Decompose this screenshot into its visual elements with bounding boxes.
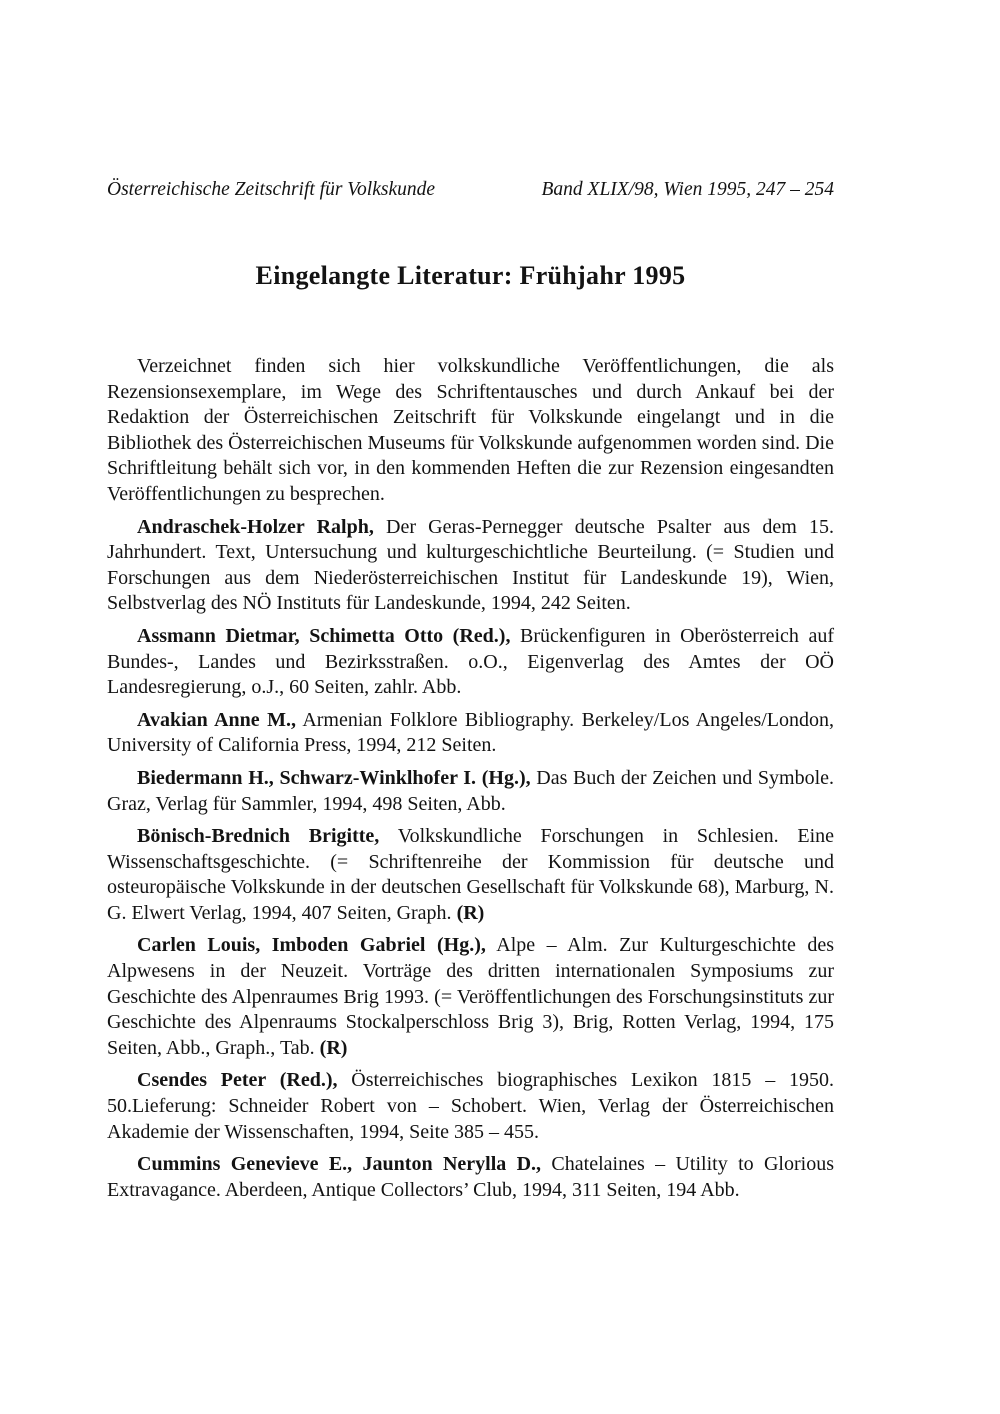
bibliography-list — [107, 515, 834, 1204]
entry-text: Alpe – Alm. Zur Kulturgeschichte des Alpwesens in der Neuzeit. Vorträge des dritten internationalen Symposiums zur Geschichte des Alpenraumes Brig 1993. (= Veröffentlichungen des Forschungsinstituts zur Geschichte des Alpenraums Stockalperschloss Brig 3), Brig, Rotten Verlag, 1994, 175 Seiten, Abb., Graph., Tab. — [107, 934, 835, 1059]
intro-paragraph: Verzeichnet finden sich hier volkskundliche Veröffentlichungen, die als Rezensionsexemplare, im Wege des Schriftentausches und durch Ankauf bei der Redaktion der Österreichischen Zeitschrift für Volkskunde eingelangt und in die Bibliothek des Österreichischen Museums für Volkskunde aufgenommen worden sind. Die Schriftleitung behält sich vor, in den kommenden Heften die zur Rezension eingesandten Veröffentlichungen zu besprechen. — [107, 355, 834, 505]
entry-authors: Assmann Dietmar, Schimetta Otto (Red.), — [137, 624, 511, 647]
journal-name: Österreichische Zeitschrift für Volkskunde — [107, 179, 436, 200]
entry-authors: Avakian Anne M., — [137, 708, 296, 731]
entry-text: Der Geras-Pernegger deutsche Psalter aus dem 15. Jahrhundert. Text, Untersuchung und kulturgeschichtliche Beurteilung. (= Studien und Forschungen aus dem Niederösterreichischen Institut für Landeskunde 19), Wien, Selbstverlag des NÖ Instituts für Landeskunde, 1994, 242 Seiten. — [107, 515, 834, 615]
bibliography-entry — [107, 515, 834, 617]
entry-authors: Csendes Peter (Red.), — [137, 1069, 338, 1092]
entry-text: Volkskundliche Forschungen in Schlesien. Eine Wissenschaftsgeschichte. (= Schriftenreihe der Kommission für deutsche und osteuropäische Volkskunde in der deutschen Gesellschaft für Volkskunde 68), Marburg, N. G. Elwert Verlag, 1994, 407 Seiten, Graph. — [107, 825, 835, 924]
entry-review-mark: (R) — [319, 1036, 348, 1059]
entry-authors: Carlen Louis, Imboden Gabriel (Hg.), — [137, 934, 486, 957]
entry-text: Österreichisches biographisches Lexikon 1815 – 1950. 50.Lieferung: Schneider Robert von – Schobert. Wien, Verlag der Österreichischen Akademie der Wissenschaften, 1994, Seite 385 – 455. — [107, 1069, 834, 1143]
bibliography-entry — [107, 1068, 834, 1145]
entry-authors: Andraschek-Holzer Ralph, — [137, 515, 374, 538]
bibliography-entry — [107, 766, 834, 817]
entry-text: Chatelaines – Utility to Glorious Extravagance. Aberdeen, Antique Collectors’ Club, 1994, 311 Seiten, 194 Abb. — [107, 1153, 834, 1201]
entry-text: Armenian Folklore Bibliography. Berkeley/Los Angeles/London, University of California Press, 1994, 212 Seiten. — [107, 708, 835, 757]
entry-authors: Bönisch-Brednich Brigitte, — [137, 825, 380, 848]
entry-review-mark: (R) — [456, 901, 485, 924]
bibliography-entry — [107, 824, 834, 926]
page-title: Eingelangte Literatur: Frühjahr 1995 — [255, 261, 686, 290]
entry-authors: Cummins Genevieve E., Jaunton Nerylla D., — [137, 1153, 542, 1176]
entry-text: Brückenfiguren in Oberösterreich auf Bundes-, Landes und Bezirksstraßen. o.O., Eigenverlag des Amtes der OÖ Landesregierung, o.J., 60 Seiten, zahlr. Abb. — [107, 624, 834, 699]
entry-text: Das Buch der Zeichen und Symbole. Graz, Verlag für Sammler, 1994, 498 Seiten, Abb. — [107, 766, 834, 815]
bibliography-entry — [107, 1152, 834, 1203]
entry-authors: Biedermann H., Schwarz-Winklhofer I. (Hg.), — [137, 766, 531, 789]
bibliography-entry — [107, 933, 834, 1061]
issue-info: Band XLIX/98, Wien 1995, 247 – 254 — [541, 179, 834, 200]
running-head — [107, 178, 834, 202]
bibliography-entry — [107, 708, 834, 759]
bibliography-entry — [107, 624, 834, 701]
